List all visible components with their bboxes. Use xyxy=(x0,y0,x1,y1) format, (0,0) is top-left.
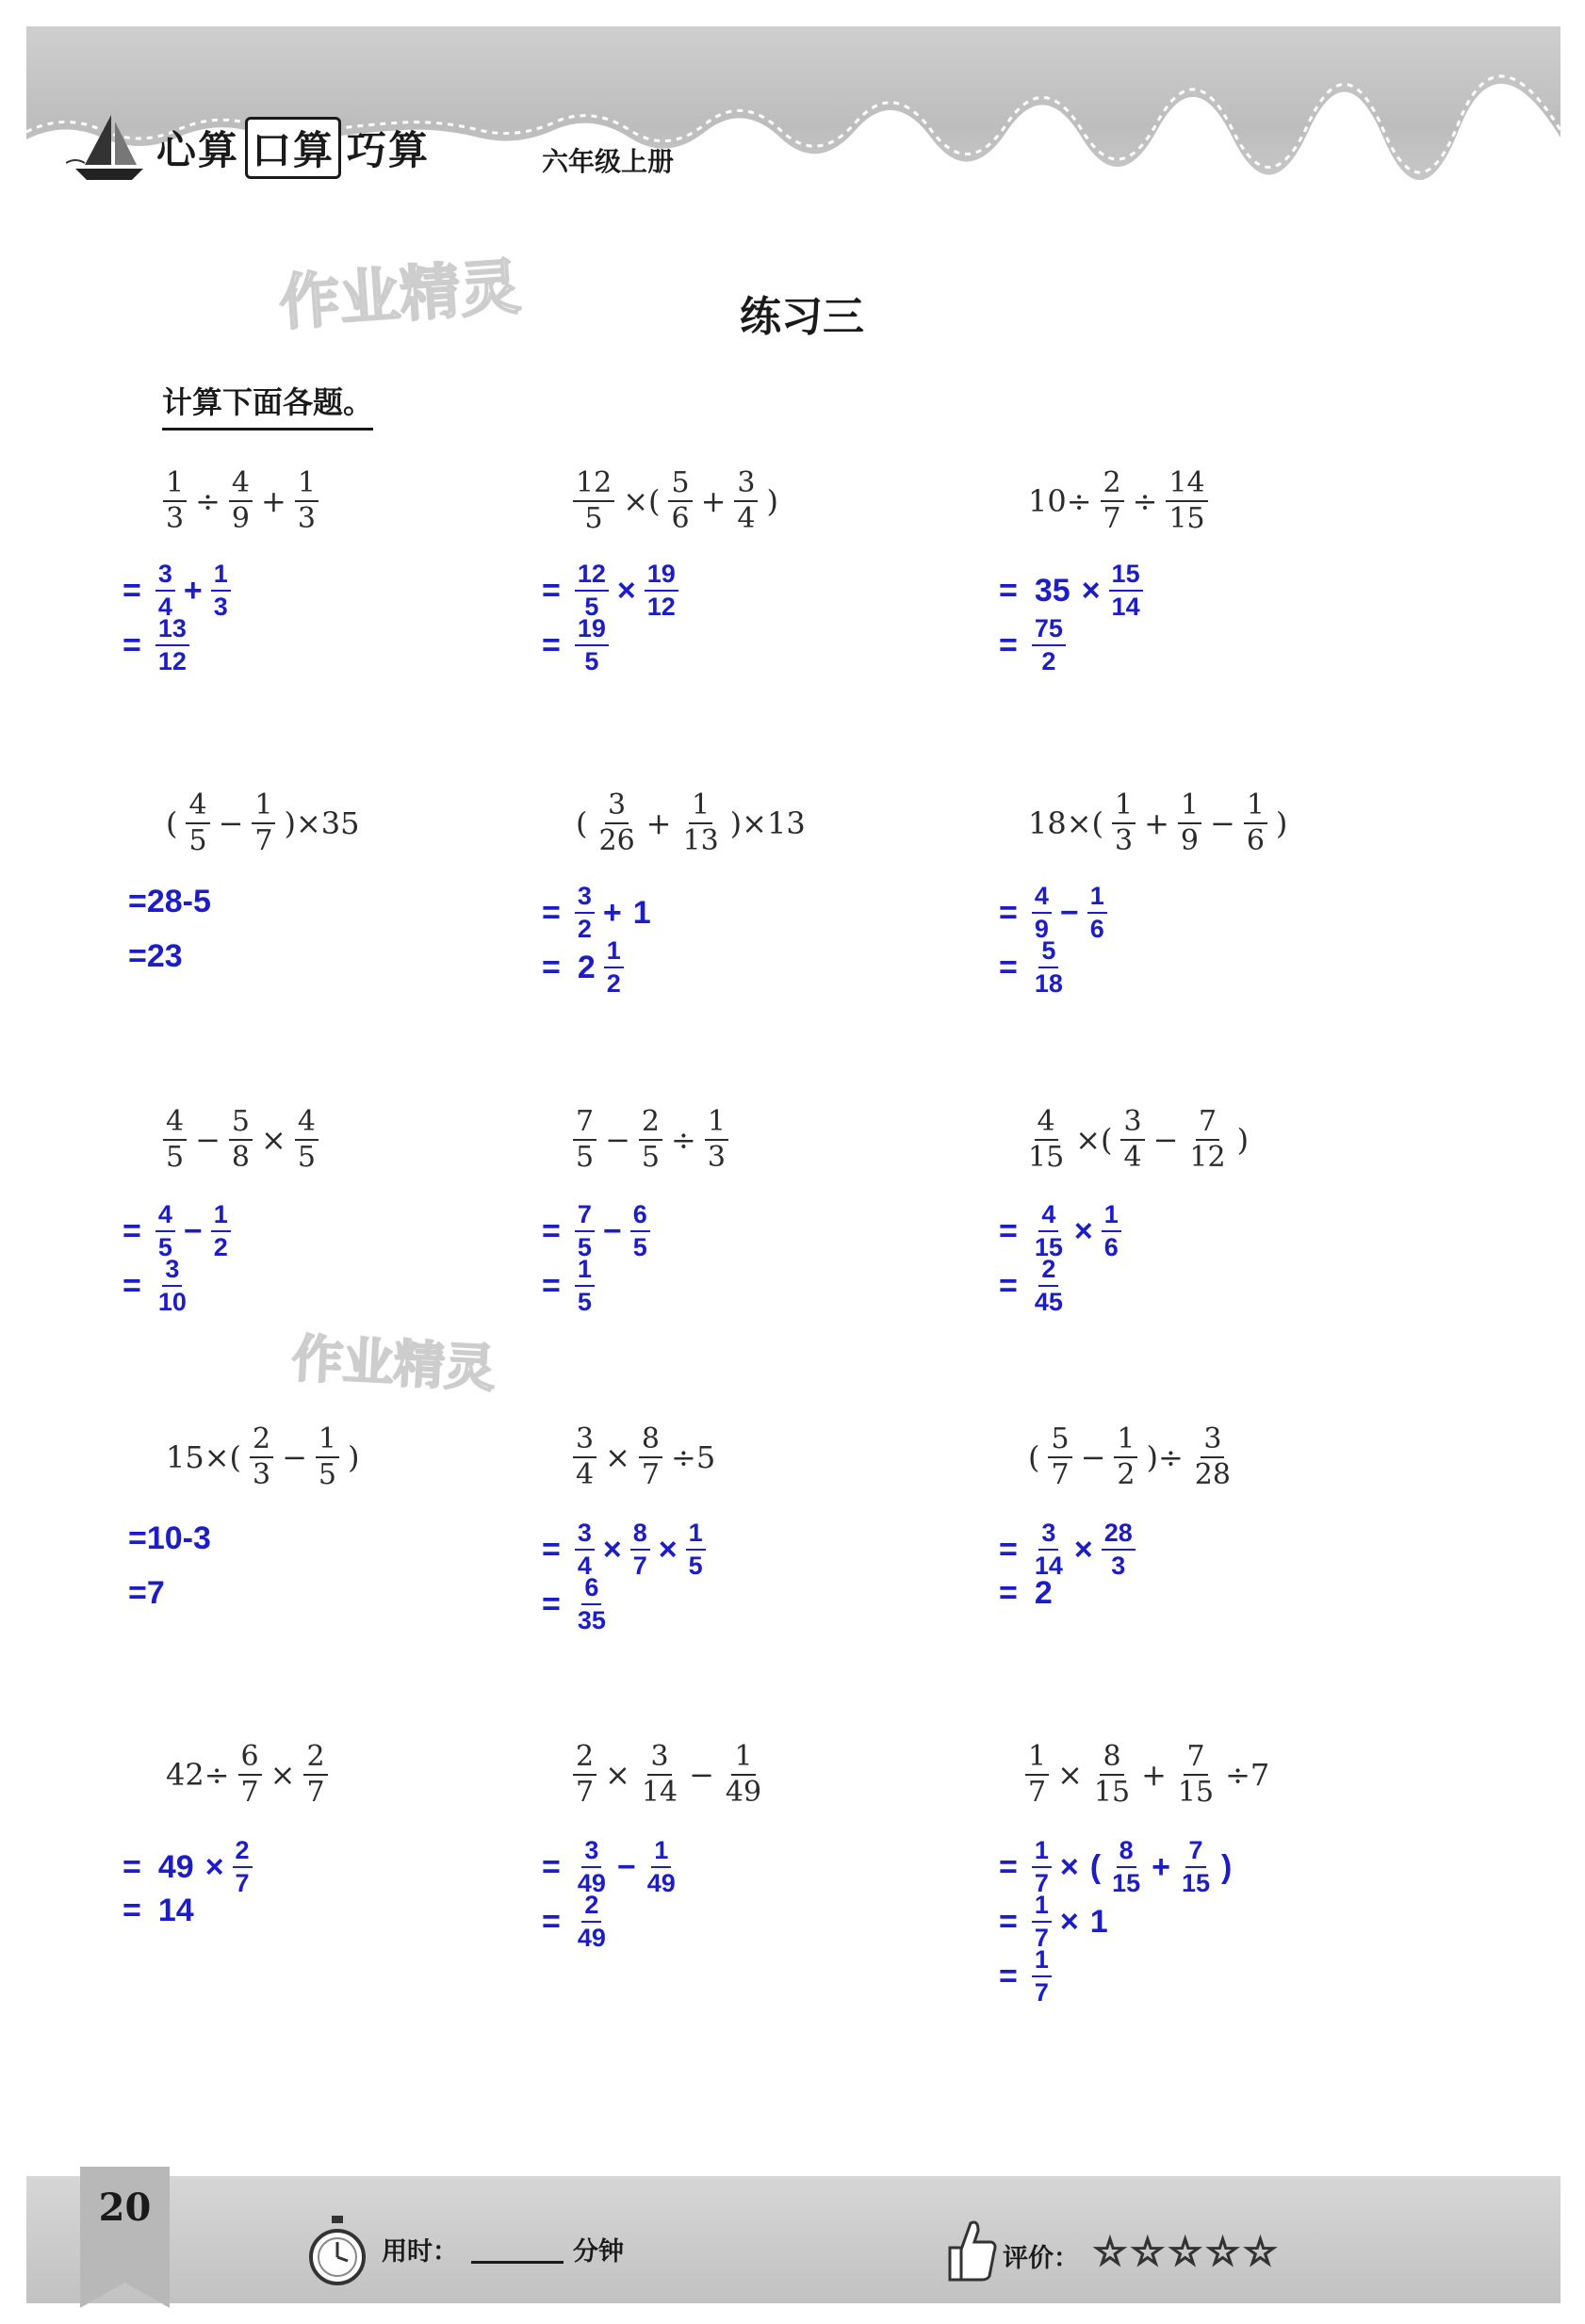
fraction: 3 4 xyxy=(1120,1108,1144,1172)
grade-label: 六年级上册 xyxy=(542,146,675,177)
answer-term: 2 xyxy=(1034,1575,1053,1611)
fraction: $\frac{3}{28}$ xyxy=(1194,1422,1231,1491)
fraction: $\frac{1}{2}$ xyxy=(1114,1425,1137,1489)
equals-sign: = xyxy=(123,1212,141,1249)
answer-term: 14 xyxy=(157,1893,194,1928)
operator: ) xyxy=(1275,805,1288,841)
handwritten-answer-line xyxy=(999,1257,1069,1315)
operator: ) xyxy=(766,483,778,519)
answer-fraction: $\frac{3}{49}$ xyxy=(577,1836,606,1897)
equals-sign: = xyxy=(542,1903,561,1940)
handwritten-answer-line xyxy=(123,1202,234,1260)
operator: ÷5 xyxy=(671,1439,716,1475)
fraction: $\frac{1}{5}$ xyxy=(316,1425,339,1489)
watermark: 作业精灵 xyxy=(277,252,523,339)
problem-expression xyxy=(570,788,811,857)
equals-sign: = xyxy=(999,1531,1018,1568)
brand-word-1: 心算 xyxy=(156,127,240,173)
problem-expression xyxy=(1022,1740,1275,1809)
handwritten-answer-line xyxy=(542,561,681,620)
answer-fraction: $\frac{1}{6}$ xyxy=(1102,1202,1121,1260)
equals-sign: = xyxy=(999,1212,1018,1249)
operator: + xyxy=(261,483,286,519)
answer-term: 2 xyxy=(577,949,596,985)
equals-sign: = xyxy=(542,949,561,985)
answer-term: ) xyxy=(1221,1848,1233,1885)
handwritten-answer-line xyxy=(999,938,1069,997)
fraction: $\frac{8}{7}$ xyxy=(639,1425,662,1489)
answer-term: + xyxy=(183,572,203,609)
answer-term: + xyxy=(1152,1848,1170,1885)
answer-fraction: $\frac{1}{2}$ xyxy=(211,1202,231,1260)
answer-fraction: 8 15 xyxy=(1112,1836,1141,1897)
fraction: $\frac{5}{8}$ xyxy=(229,1108,253,1172)
time-unit: 分钟 xyxy=(573,2237,624,2267)
answer-term: 1 xyxy=(632,894,651,931)
answer-term: × xyxy=(602,1531,622,1568)
equals-sign: = xyxy=(999,626,1018,663)
answer-fraction: $\frac{4}{9}$ xyxy=(1032,884,1052,942)
equals-sign: = xyxy=(542,1267,561,1304)
answer-term: × xyxy=(658,1531,678,1568)
problem-expression xyxy=(570,466,784,535)
operator: ×( xyxy=(1075,1122,1113,1158)
fraction: $\frac{4}{15}$ xyxy=(1028,1105,1065,1174)
fraction: $\frac{1}{3}$ xyxy=(295,469,319,533)
fraction: 1 3 xyxy=(1112,791,1136,855)
problem-expression xyxy=(570,1105,731,1174)
fraction: 4 5 xyxy=(186,791,209,855)
fraction: $\frac{1}{13}$ xyxy=(682,788,719,857)
operator: + xyxy=(700,483,727,519)
answer-term: × xyxy=(1081,572,1101,609)
equals-sign: = xyxy=(999,1267,1018,1304)
rating-stars[interactable]: ☆☆☆☆☆ xyxy=(1093,2231,1282,2274)
equals-sign: = xyxy=(542,1848,561,1885)
answer-fraction: $\frac{3}{14}$ xyxy=(1034,1519,1063,1580)
handwritten-answer-line xyxy=(123,1893,200,1929)
operator: − xyxy=(689,1757,714,1793)
answer-term: × xyxy=(616,572,636,609)
handwritten-answer-line xyxy=(123,616,192,674)
fraction: $\frac{12}{5}$ xyxy=(573,469,614,533)
operator: 18×( xyxy=(1028,805,1104,841)
answer-fraction: $\frac{6}{35}$ xyxy=(577,1573,606,1634)
operator: ( xyxy=(1028,1439,1040,1475)
operator: )×13 xyxy=(729,805,806,841)
handwritten-answer-line xyxy=(999,616,1069,674)
equals-sign: = xyxy=(542,1212,561,1249)
brand-word-3: 巧算 xyxy=(347,127,431,173)
time-label: 用时： xyxy=(382,2237,458,2267)
equals-sign: = xyxy=(123,626,141,663)
answer-term: 49 xyxy=(157,1848,194,1885)
operator: − xyxy=(1080,1439,1106,1475)
problem-expression xyxy=(1022,466,1211,535)
operator: × xyxy=(1057,1757,1083,1793)
equals-sign: = xyxy=(999,572,1018,609)
answer-fraction: $\frac{2}{7}$ xyxy=(233,1838,253,1896)
handwritten-answer-line xyxy=(123,1838,255,1896)
answer-fraction: $\frac{1}{3}$ xyxy=(211,561,231,620)
fraction: $\frac{4}{5}$ xyxy=(295,1108,319,1172)
problem-expression xyxy=(160,788,366,857)
answer-term: 1 xyxy=(1089,1903,1108,1940)
answer-fraction: $\frac{7}{5}$ xyxy=(575,1202,595,1260)
handwritten-answer-line xyxy=(123,938,188,975)
fraction: $\frac{6}{7}$ xyxy=(238,1743,262,1807)
fraction: $\frac{3}{14}$ xyxy=(641,1740,678,1809)
handwritten-answer-line xyxy=(999,1202,1124,1260)
equals-sign: = xyxy=(999,1848,1018,1885)
answer-term: =23 xyxy=(128,938,183,974)
handwritten-answer-line xyxy=(542,1202,653,1260)
thumbs-up-icon xyxy=(942,2214,999,2285)
page-title: 练习三 xyxy=(740,293,864,341)
problem-expression xyxy=(160,1105,321,1174)
answer-term: =7 xyxy=(128,1575,165,1611)
stopwatch-icon xyxy=(306,2214,368,2289)
fraction: $\frac{14}{15}$ xyxy=(1166,469,1207,533)
answer-term: × xyxy=(1073,1531,1093,1568)
answer-term: + xyxy=(602,894,622,931)
operator: )×35 xyxy=(284,805,360,841)
fraction: $\frac{2}{7}$ xyxy=(303,1743,327,1807)
equals-sign: = xyxy=(123,572,141,609)
fraction: $\frac{1}{7}$ xyxy=(252,791,275,855)
operator: + xyxy=(1141,1757,1167,1793)
answer-term: − xyxy=(1059,894,1079,931)
operator: − xyxy=(605,1122,630,1158)
fraction: 7 5 xyxy=(573,1108,596,1172)
answer-term: − xyxy=(183,1212,203,1249)
operator: ×( xyxy=(623,483,661,519)
answer-fraction: $\frac{19}{12}$ xyxy=(645,561,678,620)
problem-expression xyxy=(570,1740,767,1809)
answer-fraction: $\frac{12}{5}$ xyxy=(575,561,609,620)
problem-expression xyxy=(1022,1422,1236,1491)
operator: 15×( xyxy=(166,1439,242,1475)
answer-fraction: $\frac{4}{5}$ xyxy=(155,1202,175,1260)
fraction: 4 5 xyxy=(163,1108,187,1172)
fraction: $\frac{1}{6}$ xyxy=(1244,791,1267,855)
handwritten-answer-line xyxy=(123,1257,192,1315)
operator: × xyxy=(605,1439,630,1475)
operator: ( xyxy=(576,805,588,841)
operator: 42÷ xyxy=(166,1757,230,1793)
answer-fraction: $\frac{2}{49}$ xyxy=(577,1891,606,1952)
operator: − xyxy=(195,1122,221,1158)
brand-logo xyxy=(66,115,430,181)
fraction: 5 6 xyxy=(668,469,692,533)
operator: 10÷ xyxy=(1028,483,1092,519)
answer-fraction: $\frac{75}{2}$ xyxy=(1032,616,1066,674)
handwritten-answer-line xyxy=(542,1520,709,1579)
answer-term: × xyxy=(204,1848,224,1885)
handwritten-answer-line xyxy=(542,1838,681,1896)
fraction: $\frac{1}{3}$ xyxy=(163,469,187,533)
equals-sign: = xyxy=(542,626,561,663)
handwritten-answer-line xyxy=(999,1893,1114,1951)
answer-term: × xyxy=(1073,1212,1093,1249)
operator: )÷ xyxy=(1146,1439,1184,1475)
operator: ( xyxy=(166,805,178,841)
answer-term: − xyxy=(616,1848,636,1885)
handwritten-answer-line xyxy=(123,884,217,920)
fraction: $\frac{8}{15}$ xyxy=(1093,1740,1131,1809)
answer-fraction: $\frac{5}{18}$ xyxy=(1034,936,1063,998)
operator: × xyxy=(270,1757,296,1793)
answer-term: × xyxy=(1059,1848,1079,1885)
answer-fraction: $\frac{7}{15}$ xyxy=(1181,1836,1211,1897)
fraction: $\frac{1}{9}$ xyxy=(1178,791,1201,855)
answer-fraction: $\frac{1}{6}$ xyxy=(1087,884,1107,942)
operator: − xyxy=(218,805,244,841)
fraction: $\frac{2}{5}$ xyxy=(639,1108,662,1172)
fraction: $\frac{2}{7}$ xyxy=(573,1743,596,1807)
brand-word-2: 口算 xyxy=(245,117,341,179)
fraction: $\frac{1}{3}$ xyxy=(705,1108,728,1172)
answer-fraction: $\frac{3}{10}$ xyxy=(157,1255,187,1316)
instruction: 计算下面各题。 xyxy=(162,379,373,431)
handwritten-answer-line xyxy=(542,616,612,674)
equals-sign: = xyxy=(123,1267,141,1304)
operator: − xyxy=(1152,1122,1179,1158)
equals-sign: = xyxy=(542,894,561,931)
operator: × xyxy=(605,1757,630,1793)
answer-fraction: $\frac{3}{4}$ xyxy=(575,1520,595,1579)
operator: ÷ xyxy=(671,1122,696,1158)
handwritten-answer-line xyxy=(999,1575,1058,1612)
answer-fraction: $\frac{4}{15}$ xyxy=(1034,1200,1063,1261)
operator: + xyxy=(1144,805,1169,841)
answer-fraction: $\frac{15}{14}$ xyxy=(1109,561,1143,620)
answer-term: 35 xyxy=(1034,572,1070,609)
answer-fraction: $\frac{1}{7}$ xyxy=(1032,1947,1052,2006)
answer-fraction: $\frac{3}{4}$ xyxy=(155,561,175,620)
handwritten-answer-line xyxy=(999,561,1146,620)
equals-sign: = xyxy=(123,1893,141,1928)
handwritten-answer-line xyxy=(999,1838,1237,1896)
fraction: $\frac{4}{9}$ xyxy=(229,469,253,533)
fraction: $\frac{3}{4}$ xyxy=(734,469,758,533)
answer-term: × xyxy=(1059,1903,1079,1940)
answer-fraction: $\frac{1}{5}$ xyxy=(686,1520,706,1579)
equals-sign: = xyxy=(999,1958,1018,1994)
handwritten-answer-line xyxy=(542,938,627,997)
problem-expression xyxy=(570,1422,721,1491)
handwritten-answer-line xyxy=(999,884,1110,942)
answer-fraction: $\frac{13}{12}$ xyxy=(155,616,189,674)
handwritten-answer-line xyxy=(542,1893,612,1951)
page-number: 20 xyxy=(98,2186,152,2230)
equals-sign: = xyxy=(999,894,1018,931)
answer-fraction: $\frac{8}{7}$ xyxy=(630,1520,650,1579)
equals-sign: = xyxy=(542,572,561,609)
watermark: 作业精灵 xyxy=(290,1328,498,1399)
time-blank-field[interactable] xyxy=(471,2261,564,2264)
answer-fraction: $\frac{6}{5}$ xyxy=(630,1202,650,1260)
sailboat-icon xyxy=(66,110,151,186)
answer-term: − xyxy=(602,1212,622,1249)
handwritten-answer-line xyxy=(123,1520,217,1557)
handwritten-answer-line xyxy=(542,1575,612,1633)
problem-expression xyxy=(160,466,321,535)
equals-sign: = xyxy=(999,1575,1018,1611)
answer-fraction: 1 2 xyxy=(604,938,624,997)
operator: ÷ xyxy=(1132,483,1158,519)
handwritten-answer-line xyxy=(999,1520,1138,1579)
fraction: $\frac{1}{7}$ xyxy=(1025,1743,1049,1807)
fraction: $\frac{7}{15}$ xyxy=(1177,1740,1215,1809)
fraction: 2 3 xyxy=(250,1425,273,1489)
answer-term: =28-5 xyxy=(128,884,211,919)
fraction: $\frac{7}{12}$ xyxy=(1189,1105,1226,1174)
operator: − xyxy=(1210,805,1235,841)
answer-fraction: $\frac{28}{3}$ xyxy=(1102,1520,1136,1579)
fraction: 3 26 xyxy=(598,788,635,857)
answer-fraction: $\frac{1}{49}$ xyxy=(646,1836,676,1897)
rating-label: 评价： xyxy=(1003,2244,1079,2273)
answer-fraction: $\frac{1}{7}$ xyxy=(1032,1893,1052,1951)
equals-sign: = xyxy=(999,1903,1018,1940)
answer-term: ( xyxy=(1089,1848,1102,1885)
answer-fraction: $\frac{1}{5}$ xyxy=(575,1257,595,1315)
fraction: $\frac{2}{7}$ xyxy=(1101,469,1124,533)
handwritten-answer-line xyxy=(542,1257,597,1315)
equals-sign: = xyxy=(999,949,1018,985)
problem-expression xyxy=(160,1422,366,1491)
fraction: $\frac{1}{49}$ xyxy=(725,1740,762,1809)
handwritten-answer-line xyxy=(123,561,234,620)
fraction: $\frac{3}{4}$ xyxy=(573,1425,596,1489)
problem-expression xyxy=(1022,788,1293,857)
equals-sign: = xyxy=(542,1531,561,1568)
handwritten-answer-line xyxy=(542,884,657,942)
handwritten-answer-line xyxy=(123,1575,171,1612)
operator: × xyxy=(261,1122,286,1158)
answer-fraction: $\frac{3}{2}$ xyxy=(575,884,595,942)
operator: + xyxy=(645,805,672,841)
operator: − xyxy=(282,1439,307,1475)
page-footer xyxy=(26,2176,1560,2303)
equals-sign: = xyxy=(123,1848,141,1885)
operator: ÷7 xyxy=(1225,1757,1270,1793)
equals-sign: = xyxy=(542,1585,561,1622)
operator: ) xyxy=(1236,1122,1250,1158)
fraction: 5 7 xyxy=(1048,1425,1071,1489)
answer-fraction: $\frac{1}{7}$ xyxy=(1032,1838,1052,1896)
handwritten-answer-line xyxy=(999,1947,1054,2006)
answer-fraction: $\frac{2}{45}$ xyxy=(1034,1255,1063,1316)
problem-expression xyxy=(1022,1105,1254,1174)
operator: ÷ xyxy=(195,483,221,519)
problem-expression xyxy=(160,1740,331,1809)
answer-fraction: $\frac{19}{5}$ xyxy=(575,616,609,674)
operator: ) xyxy=(348,1439,360,1475)
answer-term: =10-3 xyxy=(128,1520,211,1556)
